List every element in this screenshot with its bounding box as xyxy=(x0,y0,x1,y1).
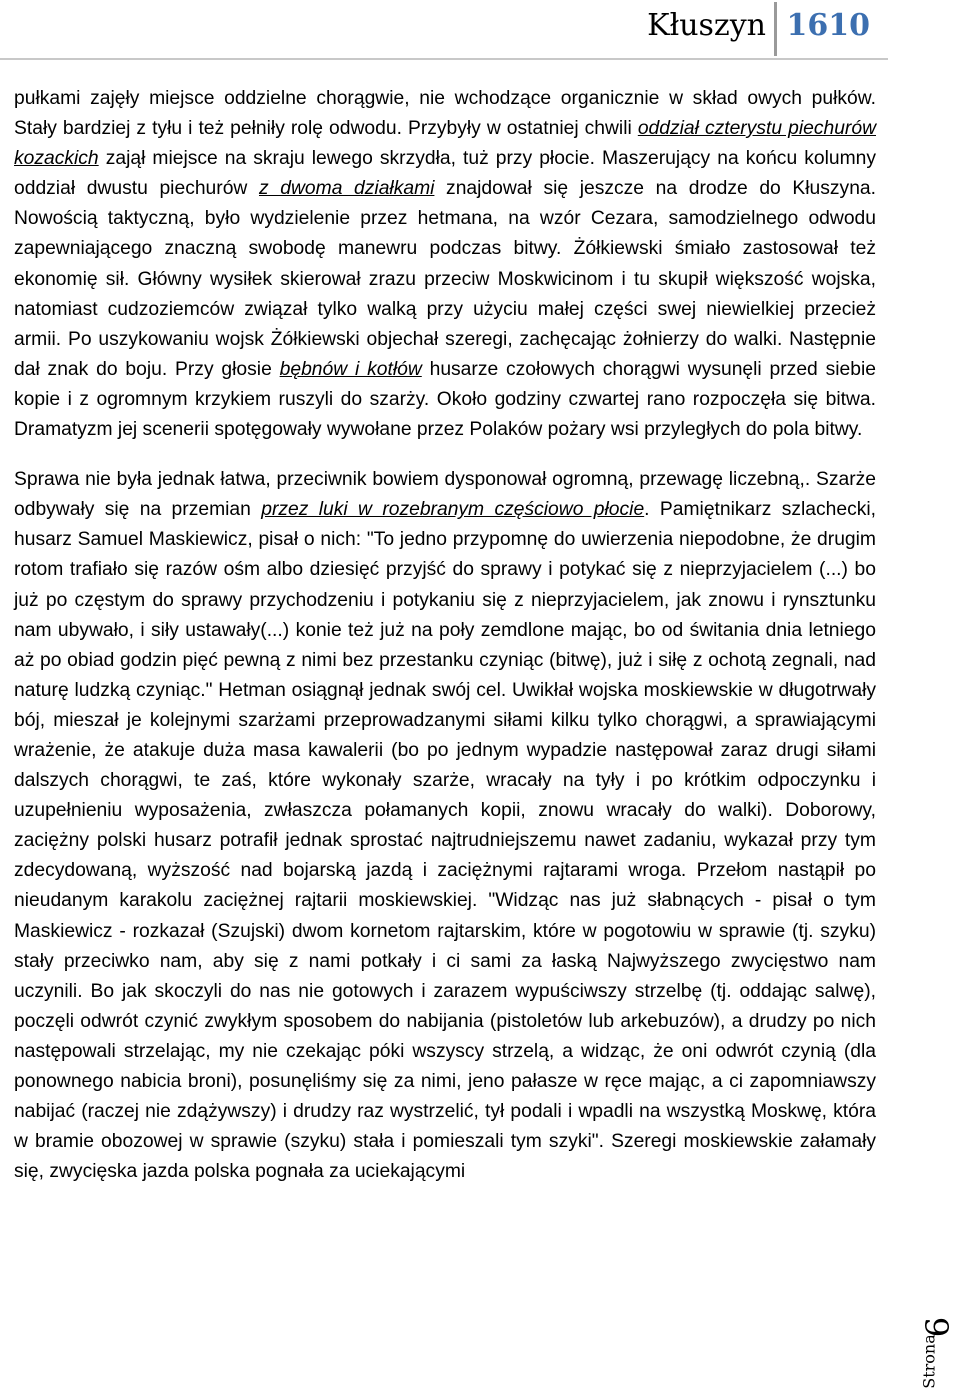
page-footer xyxy=(916,1300,958,1395)
text-run: znajdował się jeszcze na drodze do Kłuszyna. Nowością taktyczną, było wydzielenie przez hetmana, na wzór Cezara, samodzielnego odwodu zapewniającego znaczną swobodę manewru podczas bitwy. Żółkiewski śmiało zastosował też ekonomię sił. Główny wysiłek skierował zrazu przeciw Moskwicinom i tu skupił większość wojska, natomiast cudzoziemców związał tylko walką przy użyciu małej części swej niewielkiej przecież armii. Po uszykowaniu wojsk Żółkiewski objechał szeregi, zachęcając żołnierzy do walki. Następnie dał znak do boju. Przy głosie xyxy=(14,178,876,380)
header-title: Kłuszyn xyxy=(647,8,766,43)
underlined-phrase: z dwoma działkami xyxy=(258,178,435,200)
underlined-phrase: oddział czterystu piechurów kozackich xyxy=(14,118,876,170)
paragraph xyxy=(14,465,876,1187)
paragraph xyxy=(14,84,876,445)
underlined-phrase: bębnów i kotłów xyxy=(279,358,422,380)
page-header xyxy=(0,0,888,60)
page-label: Strona xyxy=(919,1334,939,1389)
text-run: zajął miejsce na skraju lewego skrzydła, tuż przy płocie. Maszerujący na końcu kolumny oddział dwustu piechurów xyxy=(14,148,876,200)
header-separator xyxy=(774,2,777,56)
text-run: pułkami zajęły miejsce oddzielne chorągwie, nie wchodzące organicznie w skład owych pułków. Stały bardziej z tyłu i też pełniły rolę odwodu. Przybyły w ostatniej chwili xyxy=(14,88,876,140)
header-rule xyxy=(0,58,888,60)
text-run: husarze czołowych chorągwi wysunęli przed siebie kopie i z ogromnym krzykiem ruszyli do szarży. Około godziny czwartej rano rozpoczęła się bitwa. Dramatyzm jej scenerii spotęgowały wywołane przez Polaków pożary wsi przyległych do pola bitwy. xyxy=(14,358,876,441)
text-run: Sprawa nie była jednak łatwa, przeciwnik bowiem dysponował ogromną, przewagę liczebną,. Szarże odbywały się na przemian xyxy=(14,469,876,521)
header-year: 1610 xyxy=(786,8,870,43)
page-number: 6 xyxy=(919,1316,957,1338)
underlined-phrase: przez luki w rozebranym częściowo płocie xyxy=(261,499,645,521)
document-body xyxy=(14,84,876,1187)
text-run: . Pamiętnikarz szlachecki, husarz Samuel Maskiewicz, pisał o nich: "To jedno przypomnę do uwierzenia niepodobne, że drugim rotom trafiało się razów ośm albo dziesięć przyjść do sprawy i potykać się z nieprzyjacielem (...) bo już po częstym do sprawy przychodzeniu i potykaniu się z nieprzyjacielem, jak znowu i rynsztunku nam ubywało, i siły ustawały(...) konie też już na poły zemdlone mając, bo od świtania dnia letniego aż po obiad godzin pięć pewną z nimi bez przestanku czyniąc (bitwę), już i siłę z ochotą zegnali, nad naturę ludzką czyniąc." Hetman osiągnął jednak swój cel. Uwikłał wojska moskiewskie w długotrwały bój, mieszał je kolejnymi szarżami przeprowadzanymi siłami kilku tylko chorągwi, a sprawiającymi wrażenie, że atakuje duża masa kawalerii (bo po jednym wypadzie następował zaraz drugi siłami dalszych chorągwi, te zaś, które wykonały szarże, wracały na tyły i po krótkim odpoczynku i uzupełnieniu wyposażenia, zwłaszcza połamanych kopii, znowu wracały do walki). Doborowy, zaciężny polski husarz potrafił jednak sprostać najtrudniejszemu nawet zadaniu, wykazał przy tym zdecydowaną, wyższość nad bojarską jazdą i zaciężnymi rajtarami wroga. Przełom nastąpił po nieudanym karakolu zaciężnej rajtarii moskiewskiej. "Widząc nas już słabnących - pisał o tym Maskiewicz - rozkazał (Szujski) dwom kornetom rajtarskim, które w pogotowiu w sprawie (tj. szyku) stały przeciwko nam, aby się z nami potkały i ci sami za łaską Najwyższego zwycięstwo nam uczynili. Bo jak skoczyli do nas nie gotowych i zarazem wypuściwszy strzelbę (tj. oddając salwę), poczęli odwrót czynić zwykłym sposobem do nabijania (pistoletów lub arkebuzów), a drudzy po nich następowali strzelając, my nie czekając póki wszyscy strzelą, a widząc, że oni odwrót czynią (dla ponownego nabicia broni), posunęliśmy się za nimi, jeno pałasze w ręce mając, a ci zapomniawszy nabijać (raczej nie zdążywszy) i drudzy raz wystrzelić, tył podali i wpadli na wszystką Moskwę, która w bramie obozowej w sprawie (szyku) stała i pomieszali tym szyki". Szeregi moskiewskie załamały się, zwycięska jazda polska pognała za uciekającymi xyxy=(14,499,876,1183)
